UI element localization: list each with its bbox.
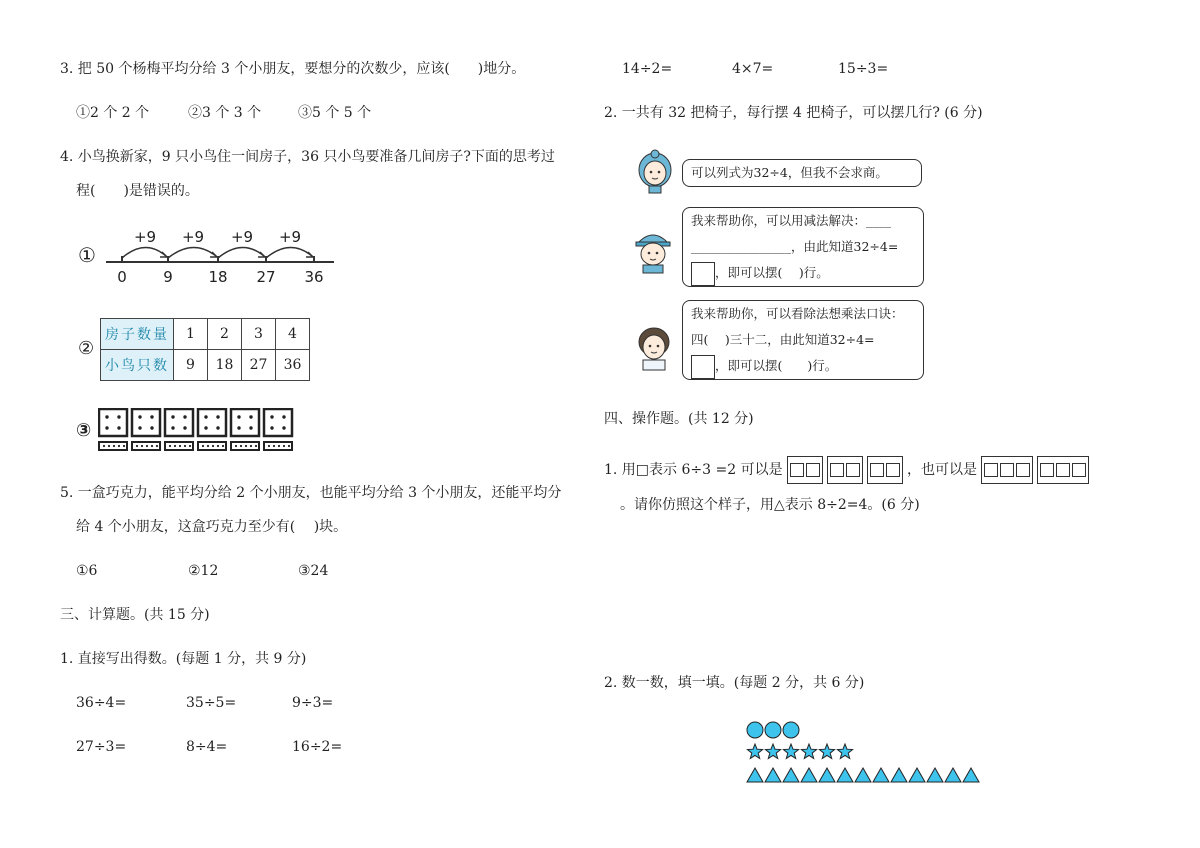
- triangle-shape: [873, 768, 889, 782]
- section-4-title: 四、操作题。(共 12 分): [604, 411, 754, 427]
- section-3-title: 三、计算题。(共 15 分): [60, 607, 210, 623]
- method-3-marker: ③: [76, 420, 92, 441]
- step-label: +9: [230, 228, 254, 246]
- calc-item: 8÷4=: [186, 739, 228, 755]
- star-shape: [783, 744, 798, 759]
- square-cell: [1072, 463, 1086, 477]
- step-label: +9: [278, 228, 302, 246]
- q5-stem-line1: 5. 一盒巧克力，能平均分给 2 个小朋友，也能平均分给 3 个小朋友，还能平均分: [60, 485, 562, 501]
- shapes-counting-figure: [746, 720, 986, 786]
- triangle-shape: [963, 768, 979, 782]
- speech-bubble-1: [682, 159, 922, 187]
- star-shape: [747, 744, 762, 759]
- calc-item: 14÷2=: [622, 61, 673, 77]
- square-group: [1037, 456, 1089, 484]
- square-group: [981, 456, 1033, 484]
- calc-item: 9÷3=: [292, 695, 334, 711]
- square-cell: [1056, 463, 1070, 477]
- tick-label: 18: [208, 268, 228, 286]
- bubble-1-text: 可以列式为32÷4，但我不会求商。: [691, 165, 888, 180]
- bubble-3-line-3: ，即可以摆( )行。: [715, 358, 838, 373]
- square-cell: [806, 463, 820, 477]
- triangle-shape: [945, 768, 961, 782]
- speech-bubble-3: [682, 300, 924, 380]
- q4-stem-line2: 程( )是错误的。: [76, 183, 199, 199]
- tick-label: 9: [163, 268, 173, 286]
- calc-item: 16÷2=: [292, 739, 343, 755]
- method-2-marker: ②: [78, 338, 95, 359]
- table-header-houses: 房子数量: [101, 319, 174, 350]
- square-cell: [886, 463, 900, 477]
- square-cell: [1040, 463, 1054, 477]
- circle-shape: [765, 722, 781, 738]
- answer-box[interactable]: [691, 355, 715, 379]
- triangle-shape: [765, 768, 781, 782]
- calc-item: 27÷3=: [76, 739, 127, 755]
- bubble-3-line-1: 我来帮助你，可以看除法想乘法口诀：: [691, 306, 904, 321]
- square-group: [787, 456, 823, 484]
- square-cell: [870, 463, 884, 477]
- table-header-birds: 小鸟只数: [101, 350, 174, 381]
- girl-avatar: [632, 148, 678, 194]
- woman-avatar: [630, 322, 678, 372]
- tick-label: 0: [117, 268, 127, 286]
- square-cell: [1016, 463, 1030, 477]
- triangle-shape: [819, 768, 835, 782]
- op-q1-line1: [604, 456, 1093, 484]
- calc-item: 4×7=: [732, 61, 774, 77]
- calc-q2-stem: 2. 一共有 32 把椅子，每行摆 4 把椅子，可以摆几行? (6 分): [604, 105, 983, 121]
- op-q1-text-b: ，也可以是: [907, 462, 978, 478]
- q5-option-3: ③24: [298, 563, 329, 579]
- bubble-2-line-1: 我来帮助你，可以用减法解决：____: [691, 213, 892, 228]
- square-cell: [830, 463, 844, 477]
- q3-option-1: ①2 个 2 个: [76, 105, 150, 121]
- table-cell: 18: [208, 350, 242, 381]
- q5-option-2: ②12: [188, 563, 219, 579]
- tick-label: 36: [304, 268, 324, 286]
- triangle-shape: [747, 768, 763, 782]
- speech-bubble-2: [682, 207, 924, 287]
- triangle-shape: [783, 768, 799, 782]
- square-cell: [1000, 463, 1014, 477]
- calc-item: 36÷4=: [76, 695, 127, 711]
- op-q2-stem: 2. 数一数，填一填。(每题 2 分，共 6 分): [604, 675, 865, 691]
- method-1-marker: ①: [78, 243, 96, 267]
- square-cell: [846, 463, 860, 477]
- table-cell: 3: [242, 319, 276, 350]
- triangle-shape: [837, 768, 853, 782]
- table-cell: 9: [174, 350, 208, 381]
- op-q1-line2: 。请你仿照这个样子，用△表示 8÷2=4。(6 分): [620, 497, 920, 513]
- table-cell: 1: [174, 319, 208, 350]
- tick-label: 27: [256, 268, 276, 286]
- square-group: [867, 456, 903, 484]
- triangle-shape: [927, 768, 943, 782]
- bubble-2-line-2: ________________，由此知道32÷4=: [691, 239, 899, 254]
- star-shape: [801, 744, 816, 759]
- bubble-2-line-3: ，即可以摆( )行。: [715, 265, 829, 280]
- q3-option-3: ③5 个 5 个: [298, 105, 372, 121]
- star-shape: [765, 744, 780, 759]
- step-label: +9: [181, 228, 205, 246]
- answer-box[interactable]: [691, 262, 715, 286]
- step-label: +9: [133, 228, 157, 246]
- square-group: [827, 456, 863, 484]
- circle-shape: [747, 722, 763, 738]
- table-cell: 36: [276, 350, 310, 381]
- number-line: [100, 224, 340, 288]
- table-cell: 2: [208, 319, 242, 350]
- calc-item: 35÷5=: [186, 695, 237, 711]
- star-shape: [837, 744, 852, 759]
- house-bird-table: [100, 318, 310, 381]
- q3-option-2: ②3 个 3 个: [188, 105, 262, 121]
- q3-stem: 3. 把 50 个杨梅平均分给 3 个小朋友，要想分的次数少，应该( )地分。: [60, 61, 526, 77]
- op-q1-text-a: 1. 用□表示 6÷3 =2 可以是: [604, 462, 783, 478]
- triangle-shape: [891, 768, 907, 782]
- star-shape: [819, 744, 834, 759]
- calc-item: 15÷3=: [838, 61, 889, 77]
- table-cell: 4: [276, 319, 310, 350]
- boy-avatar: [630, 224, 676, 274]
- square-cell: [984, 463, 998, 477]
- q5-stem-line2: 给 4 个小朋友，这盒巧克力至少有( )块。: [76, 519, 348, 535]
- table-cell: 27: [242, 350, 276, 381]
- triangle-shape: [909, 768, 925, 782]
- bubble-3-line-2: 四( )三十二，由此知道32÷4=: [691, 332, 875, 347]
- triangle-shape: [801, 768, 817, 782]
- calc-q1-stem: 1. 直接写出得数。(每题 1 分，共 9 分): [60, 651, 307, 667]
- square-cell: [790, 463, 804, 477]
- dot-groups-diagram: [98, 408, 298, 454]
- q5-option-1: ①6: [76, 563, 98, 579]
- circle-shape: [783, 722, 799, 738]
- triangle-shape: [855, 768, 871, 782]
- q4-stem-line1: 4. 小鸟换新家，9 只小鸟住一间房子，36 只小鸟要准备几间房子?下面的思考过: [60, 149, 555, 165]
